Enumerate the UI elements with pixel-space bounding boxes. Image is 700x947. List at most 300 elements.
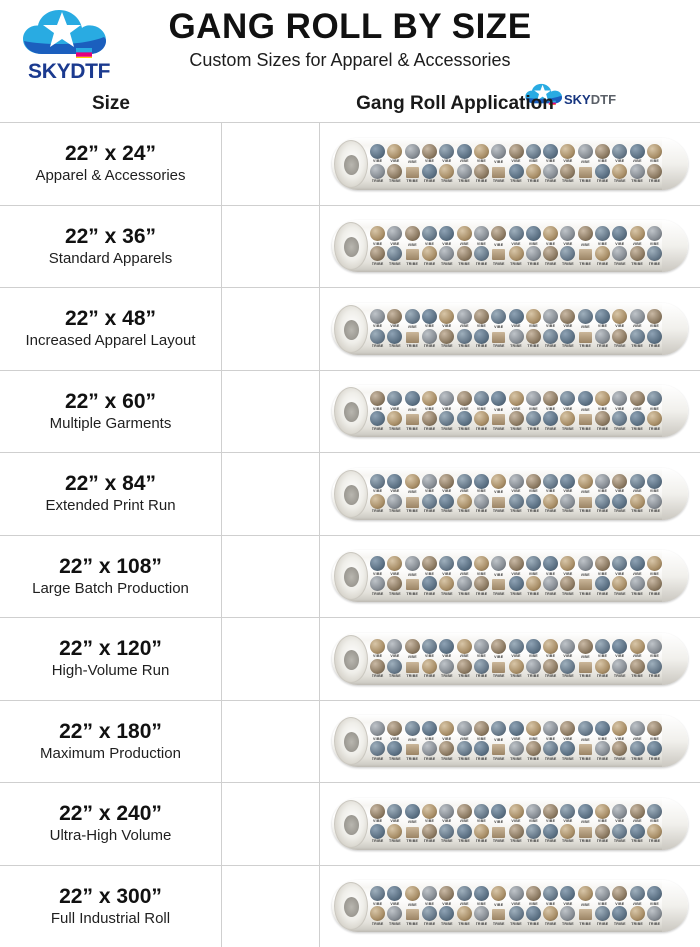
print-label-line2: TRIBE	[458, 509, 470, 513]
print-badge	[474, 576, 489, 591]
print-column	[578, 639, 593, 679]
print-column	[405, 804, 420, 844]
print-column	[612, 804, 627, 844]
cell-gang-roll	[320, 371, 700, 453]
print-badge	[387, 329, 402, 344]
print-label-line2: TRIBE	[458, 344, 470, 348]
print-badge	[405, 144, 420, 159]
roll-prints	[370, 639, 662, 679]
print-label-line1: VIBE	[477, 407, 486, 411]
print-label-line1: VIBE	[615, 902, 624, 906]
print-label-line2: TRIBE	[562, 262, 574, 266]
print-badge	[595, 474, 610, 489]
print-label-line2: TRIBE	[579, 427, 591, 431]
roll-end-cap	[662, 715, 688, 767]
print-label-line2: TRIBE	[545, 674, 557, 678]
print-badge	[595, 576, 610, 591]
print-badge	[560, 721, 575, 736]
print-label-line1: VIBE	[425, 242, 434, 246]
print-column	[422, 556, 437, 596]
print-badge	[387, 474, 402, 489]
print-column	[612, 886, 627, 926]
print-badge	[526, 556, 541, 571]
size-dimensions: 22” x 240”	[59, 801, 162, 826]
print-label-line2: TRIBE	[406, 839, 418, 843]
print-label-line1: VIBE	[546, 572, 555, 576]
cell-size	[0, 371, 222, 453]
print-badge	[491, 804, 506, 819]
print-label-line2: TRIBE	[389, 839, 401, 843]
print-badge	[543, 329, 558, 344]
print-label-line1: VIBE	[511, 407, 520, 411]
print-label-line1: VIBE	[546, 159, 555, 163]
print-badge	[405, 474, 420, 489]
print-badge	[370, 886, 385, 901]
print-column	[387, 804, 402, 844]
print-label-line1: VIBE	[546, 324, 555, 328]
gang-roll-image	[332, 633, 688, 685]
roll-core	[334, 305, 368, 353]
print-column	[543, 309, 558, 349]
print-badge	[422, 886, 437, 901]
print-label-line2: TRIBE	[441, 674, 453, 678]
print-label-line1: VIBE	[529, 572, 538, 576]
print-badge	[474, 474, 489, 489]
print-badge	[578, 144, 593, 159]
print-column	[647, 639, 662, 679]
gang-roll-image	[332, 880, 688, 932]
print-badge	[595, 164, 610, 179]
print-badge	[647, 659, 662, 674]
print-column	[491, 804, 506, 844]
roll-end-cap	[662, 468, 688, 520]
cell-gang-roll	[320, 536, 700, 618]
print-column	[526, 474, 541, 514]
print-column	[543, 804, 558, 844]
print-label-line2: TRIBE	[406, 262, 418, 266]
roll-prints	[370, 226, 662, 266]
print-badge	[474, 494, 489, 509]
print-badge	[612, 576, 627, 591]
print-label-line2: TRIBE	[649, 344, 661, 348]
print-label-line1: VIBE	[546, 902, 555, 906]
print-label-line2: TRIBE	[510, 344, 522, 348]
print-badge	[612, 741, 627, 756]
print-label-line1: VIBE	[650, 819, 659, 823]
print-label-line1: VIBE	[633, 654, 642, 658]
print-badge	[526, 474, 541, 489]
print-badge	[560, 659, 575, 674]
print-label-line1: VIBE	[460, 324, 469, 328]
print-label-line1: VIBE	[633, 489, 642, 493]
print-badge	[647, 411, 662, 426]
print-badge	[422, 246, 437, 261]
print-badge	[543, 824, 558, 839]
print-column	[560, 309, 575, 349]
print-label-line1: VIBE	[460, 159, 469, 163]
print-badge	[370, 226, 385, 241]
print-label-line2: TRIBE	[389, 592, 401, 596]
print-label-line2: TRIBE	[406, 509, 418, 513]
print-badge	[387, 741, 402, 756]
print-column	[491, 144, 506, 184]
print-column	[543, 556, 558, 596]
print-label-line2: TRIBE	[562, 427, 574, 431]
print-badge	[457, 804, 472, 819]
print-badge	[405, 804, 420, 819]
print-square	[579, 909, 592, 920]
print-column	[526, 804, 541, 844]
cell-spacer	[222, 618, 320, 700]
print-label-line2: TRIBE	[527, 922, 539, 926]
print-badge	[457, 824, 472, 839]
print-label-line1: VIBE	[650, 654, 659, 658]
print-badge	[560, 639, 575, 654]
size-description: Apparel & Accessories	[35, 166, 185, 186]
print-badge	[526, 391, 541, 406]
print-badge	[560, 556, 575, 571]
print-badge	[595, 824, 610, 839]
cell-size	[0, 783, 222, 865]
print-badge	[612, 144, 627, 159]
print-label-line2: TRIBE	[441, 839, 453, 843]
print-column	[595, 391, 610, 431]
print-label-line1: VIBE	[633, 324, 642, 328]
table-body	[0, 123, 700, 947]
print-label-line2: TRIBE	[424, 179, 436, 183]
brand-logo-dtf: DTF	[70, 60, 110, 83]
print-label-line1: VIBE	[546, 407, 555, 411]
roll-core	[334, 140, 368, 188]
print-column	[422, 721, 437, 761]
print-label-line2: TRIBE	[631, 757, 643, 761]
print-label-line1: VIBE	[390, 489, 399, 493]
size-dimensions: 22” x 180”	[59, 719, 162, 744]
print-square	[579, 579, 592, 590]
print-badge	[578, 639, 593, 654]
print-column	[595, 309, 610, 349]
print-badge	[457, 474, 472, 489]
cell-spacer	[222, 288, 320, 370]
print-label-line1: VIBE	[546, 737, 555, 741]
print-label-line1: VIBE	[477, 902, 486, 906]
print-column	[578, 309, 593, 349]
print-square	[492, 249, 505, 260]
print-label-line2: TRIBE	[597, 674, 609, 678]
print-badge	[526, 226, 541, 241]
print-label-line2: TRIBE	[389, 757, 401, 761]
print-column	[629, 721, 644, 761]
print-badge	[457, 411, 472, 426]
print-label-line2: TRIBE	[545, 592, 557, 596]
print-label-line2: TRIBE	[389, 179, 401, 183]
print-badge	[526, 804, 541, 819]
print-badge	[422, 906, 437, 921]
print-label-line1: VIBE	[563, 324, 572, 328]
print-column	[508, 721, 523, 761]
print-label-line2: TRIBE	[527, 179, 539, 183]
print-badge	[647, 576, 662, 591]
print-column	[422, 639, 437, 679]
print-label-line2: TRIBE	[493, 179, 505, 183]
print-badge	[370, 639, 385, 654]
print-label-line1: VIBE	[650, 324, 659, 328]
print-badge	[647, 556, 662, 571]
print-label-line2: TRIBE	[510, 757, 522, 761]
print-column	[474, 556, 489, 596]
print-label-line1: VIBE	[408, 160, 417, 164]
print-label-line2: TRIBE	[424, 509, 436, 513]
print-badge	[595, 246, 610, 261]
print-column	[595, 639, 610, 679]
print-badge	[457, 659, 472, 674]
print-badge	[560, 886, 575, 901]
print-badge	[612, 906, 627, 921]
print-column	[491, 721, 506, 761]
print-badge	[526, 309, 541, 324]
print-badge	[578, 226, 593, 241]
roll-prints	[370, 309, 662, 349]
brand-logo-small-dtf: DTF	[591, 92, 616, 107]
print-label-line1: VIBE	[390, 902, 399, 906]
print-label-line2: TRIBE	[424, 922, 436, 926]
print-label-line2: TRIBE	[389, 674, 401, 678]
print-badge	[543, 474, 558, 489]
print-label-line1: VIBE	[529, 737, 538, 741]
print-column	[370, 556, 385, 596]
print-badge	[439, 741, 454, 756]
print-badge	[560, 226, 575, 241]
brand-logo-sky: SKY	[28, 60, 70, 83]
print-square	[406, 744, 419, 755]
print-column	[629, 474, 644, 514]
print-badge	[370, 906, 385, 921]
print-label-line1: VIBE	[633, 407, 642, 411]
print-label-line2: TRIBE	[579, 839, 591, 843]
print-label-line1: VIBE	[373, 654, 382, 658]
print-label-line2: TRIBE	[510, 922, 522, 926]
print-label-line1: VIBE	[460, 572, 469, 576]
print-label-line2: TRIBE	[510, 674, 522, 678]
print-column	[508, 391, 523, 431]
print-badge	[439, 226, 454, 241]
print-column	[370, 226, 385, 266]
print-column	[422, 391, 437, 431]
size-description: Ultra-High Volume	[50, 826, 172, 846]
cell-spacer	[222, 371, 320, 453]
print-badge	[526, 329, 541, 344]
print-label-line1: VIBE	[529, 242, 538, 246]
print-label-line1: VIBE	[511, 819, 520, 823]
print-badge	[422, 474, 437, 489]
print-label-line2: TRIBE	[458, 674, 470, 678]
print-label-line2: TRIBE	[372, 839, 384, 843]
print-column	[405, 391, 420, 431]
print-label-line1: VIBE	[477, 654, 486, 658]
print-label-line1: VIBE	[563, 489, 572, 493]
print-column	[508, 226, 523, 266]
print-column	[612, 226, 627, 266]
cell-spacer	[222, 866, 320, 947]
print-label-line2: TRIBE	[493, 922, 505, 926]
cell-gang-roll	[320, 618, 700, 700]
print-badge	[578, 391, 593, 406]
print-label-line2: TRIBE	[631, 922, 643, 926]
print-label-line2: TRIBE	[545, 262, 557, 266]
print-badge	[422, 164, 437, 179]
print-label-line1: VIBE	[425, 159, 434, 163]
table-row	[0, 618, 700, 701]
print-column	[612, 639, 627, 679]
print-label-line2: TRIBE	[545, 509, 557, 513]
print-label-line1: VIBE	[581, 903, 590, 907]
print-column	[578, 556, 593, 596]
print-label-line2: TRIBE	[631, 179, 643, 183]
print-label-line2: TRIBE	[493, 509, 505, 513]
print-column	[629, 144, 644, 184]
print-label-line2: TRIBE	[562, 592, 574, 596]
print-badge	[509, 886, 524, 901]
print-badge	[370, 721, 385, 736]
print-badge	[526, 144, 541, 159]
print-label-line1: VIBE	[598, 902, 607, 906]
print-label-line2: TRIBE	[406, 427, 418, 431]
print-label-line1: VIBE	[546, 654, 555, 658]
size-dimensions: 22” x 36”	[65, 224, 156, 249]
print-label-line1: VIBE	[494, 820, 503, 824]
print-label-line2: TRIBE	[476, 922, 488, 926]
roll-core	[334, 635, 368, 683]
print-badge	[439, 164, 454, 179]
print-square	[579, 332, 592, 343]
print-label-line2: TRIBE	[597, 509, 609, 513]
print-column	[387, 639, 402, 679]
roll-end-cap	[662, 385, 688, 437]
print-square	[406, 579, 419, 590]
print-label-line2: TRIBE	[406, 344, 418, 348]
print-label-line1: VIBE	[494, 738, 503, 742]
print-column	[526, 886, 541, 926]
print-label-line1: VIBE	[425, 489, 434, 493]
print-column	[387, 556, 402, 596]
print-column	[508, 556, 523, 596]
print-label-line2: TRIBE	[527, 427, 539, 431]
print-label-line2: TRIBE	[424, 592, 436, 596]
size-description: Full Industrial Roll	[51, 909, 170, 929]
print-label-line1: VIBE	[598, 737, 607, 741]
print-column	[647, 226, 662, 266]
print-badge	[543, 659, 558, 674]
print-badge	[595, 886, 610, 901]
cell-gang-roll	[320, 123, 700, 205]
print-label-line2: TRIBE	[372, 179, 384, 183]
print-badge	[370, 411, 385, 426]
print-label-line1: VIBE	[598, 242, 607, 246]
print-square	[579, 827, 592, 838]
print-label-line2: TRIBE	[597, 839, 609, 843]
print-badge	[612, 494, 627, 509]
cell-spacer	[222, 453, 320, 535]
print-column	[543, 144, 558, 184]
print-badge	[509, 906, 524, 921]
print-label-line1: VIBE	[390, 242, 399, 246]
print-column	[629, 886, 644, 926]
print-label-line2: TRIBE	[406, 179, 418, 183]
roll-core	[334, 387, 368, 435]
print-label-line1: VIBE	[442, 324, 451, 328]
print-column	[405, 639, 420, 679]
print-label-line1: VIBE	[442, 819, 451, 823]
print-square	[492, 827, 505, 838]
print-column	[422, 804, 437, 844]
print-badge	[439, 391, 454, 406]
print-column	[578, 144, 593, 184]
roll-prints	[370, 391, 662, 431]
size-description: Increased Apparel Layout	[25, 331, 195, 351]
roll-prints	[370, 886, 662, 926]
print-label-line1: VIBE	[425, 407, 434, 411]
print-column	[629, 639, 644, 679]
print-badge	[647, 164, 662, 179]
print-column	[456, 144, 471, 184]
print-label-line1: VIBE	[546, 819, 555, 823]
print-column	[405, 556, 420, 596]
size-dimensions: 22” x 120”	[59, 636, 162, 661]
print-badge	[526, 411, 541, 426]
print-square	[492, 744, 505, 755]
print-label-line2: TRIBE	[649, 509, 661, 513]
print-label-line2: TRIBE	[545, 344, 557, 348]
print-label-line1: VIBE	[615, 819, 624, 823]
size-description: Maximum Production	[40, 744, 181, 764]
cell-spacer	[222, 536, 320, 618]
print-badge	[560, 804, 575, 819]
print-label-line2: TRIBE	[562, 509, 574, 513]
print-badge	[595, 411, 610, 426]
print-badge	[595, 556, 610, 571]
print-badge	[543, 741, 558, 756]
print-badge	[630, 639, 645, 654]
print-label-line1: VIBE	[494, 325, 503, 329]
print-label-line1: VIBE	[390, 572, 399, 576]
cell-size	[0, 206, 222, 288]
print-badge	[543, 246, 558, 261]
print-label-line2: TRIBE	[424, 674, 436, 678]
print-badge	[422, 576, 437, 591]
column-header-application: Gang Roll Application	[320, 93, 700, 115]
print-badge	[387, 391, 402, 406]
print-badge	[595, 144, 610, 159]
cell-size	[0, 701, 222, 783]
print-label-line1: VIBE	[373, 242, 382, 246]
print-label-line1: VIBE	[511, 902, 520, 906]
print-badge	[474, 329, 489, 344]
gang-roll-image	[332, 138, 688, 190]
print-column	[474, 309, 489, 349]
print-label-line1: VIBE	[373, 407, 382, 411]
print-badge	[595, 659, 610, 674]
size-description: Standard Apparels	[49, 249, 172, 269]
print-column	[508, 474, 523, 514]
print-label-line1: VIBE	[615, 572, 624, 576]
print-label-line2: TRIBE	[510, 427, 522, 431]
print-badge	[387, 144, 402, 159]
print-badge	[387, 411, 402, 426]
print-label-line1: VIBE	[598, 324, 607, 328]
print-badge	[387, 494, 402, 509]
print-label-line2: TRIBE	[441, 922, 453, 926]
print-square	[406, 497, 419, 508]
